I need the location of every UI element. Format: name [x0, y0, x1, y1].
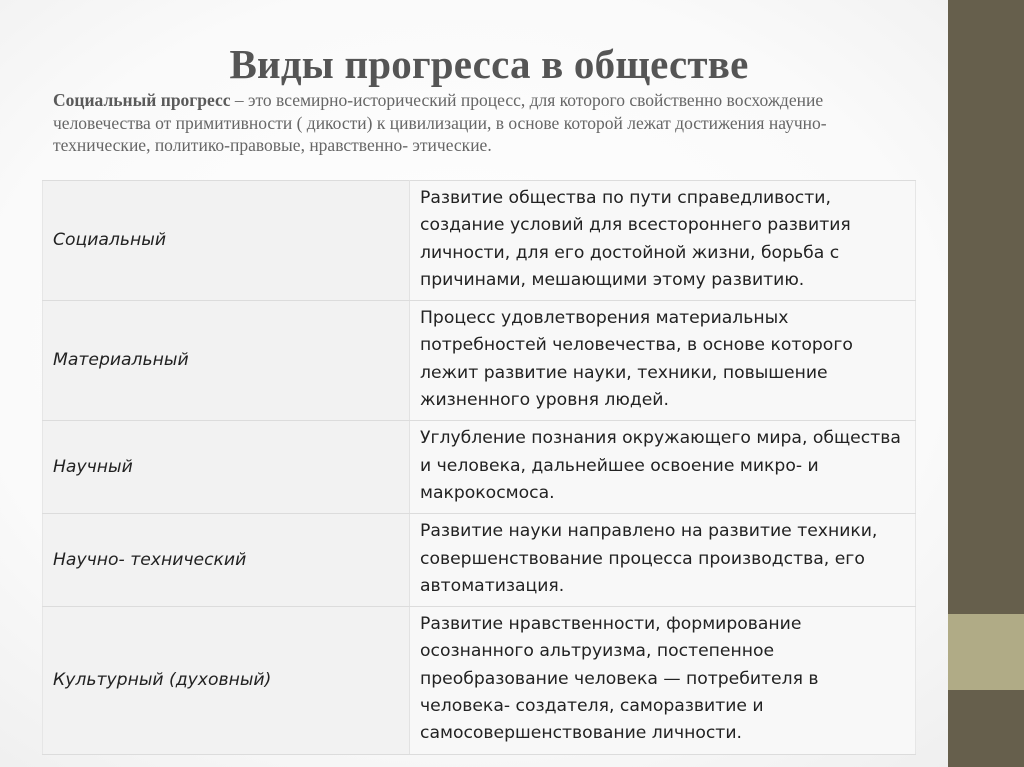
intro-text: – это всемирно-исторический процесс, для которого свойственно восхождение человечества от примитивности ( дикости) к цивилизации, в основе которой лежат достижения научно- технические, политико-правовые, нравственно- этические.	[53, 90, 827, 156]
slide-title: Виды прогресса в обществе	[229, 41, 749, 87]
progress-type-cell: Материальный	[43, 301, 410, 421]
progress-type-cell: Культурный (духовный)	[43, 607, 410, 754]
table-row	[43, 301, 916, 421]
table-row	[43, 421, 916, 514]
progress-types-table	[42, 180, 916, 755]
progress-type-cell: Научно- технический	[43, 514, 410, 607]
intro-paragraph	[53, 89, 883, 157]
table-row	[43, 181, 916, 301]
progress-description-cell: Процесс удовлетворения материальных потребностей человечества, в основе которого лежит развитие науки, техники, повышение жизненного уровня людей.	[410, 301, 916, 421]
table-row	[43, 607, 916, 754]
progress-description-cell: Развитие нравственности, формирование осознанного альтруизма, постепенное преобразование человека — потребителя в человека- создателя, саморазвитие и самосовершенствование личности.	[410, 607, 916, 754]
table-row	[43, 514, 916, 607]
intro-term: Социальный прогресс	[53, 90, 231, 110]
progress-type-cell: Научный	[43, 421, 410, 514]
progress-description-cell: Углубление познания окружающего мира, общества и человека, дальнейшее освоение микро- и макрокосмоса.	[410, 421, 916, 514]
progress-type-cell: Социальный	[43, 181, 410, 301]
progress-description-cell: Развитие общества по пути справедливости, создание условий для всестороннего развития личности, для его достойной жизни, борьба с причинами, мешающими этому развитию.	[410, 181, 916, 301]
side-accent-block	[948, 614, 1024, 690]
progress-description-cell: Развитие науки направлено на развитие техники, совершенствование процесса производства, его автоматизация.	[410, 514, 916, 607]
